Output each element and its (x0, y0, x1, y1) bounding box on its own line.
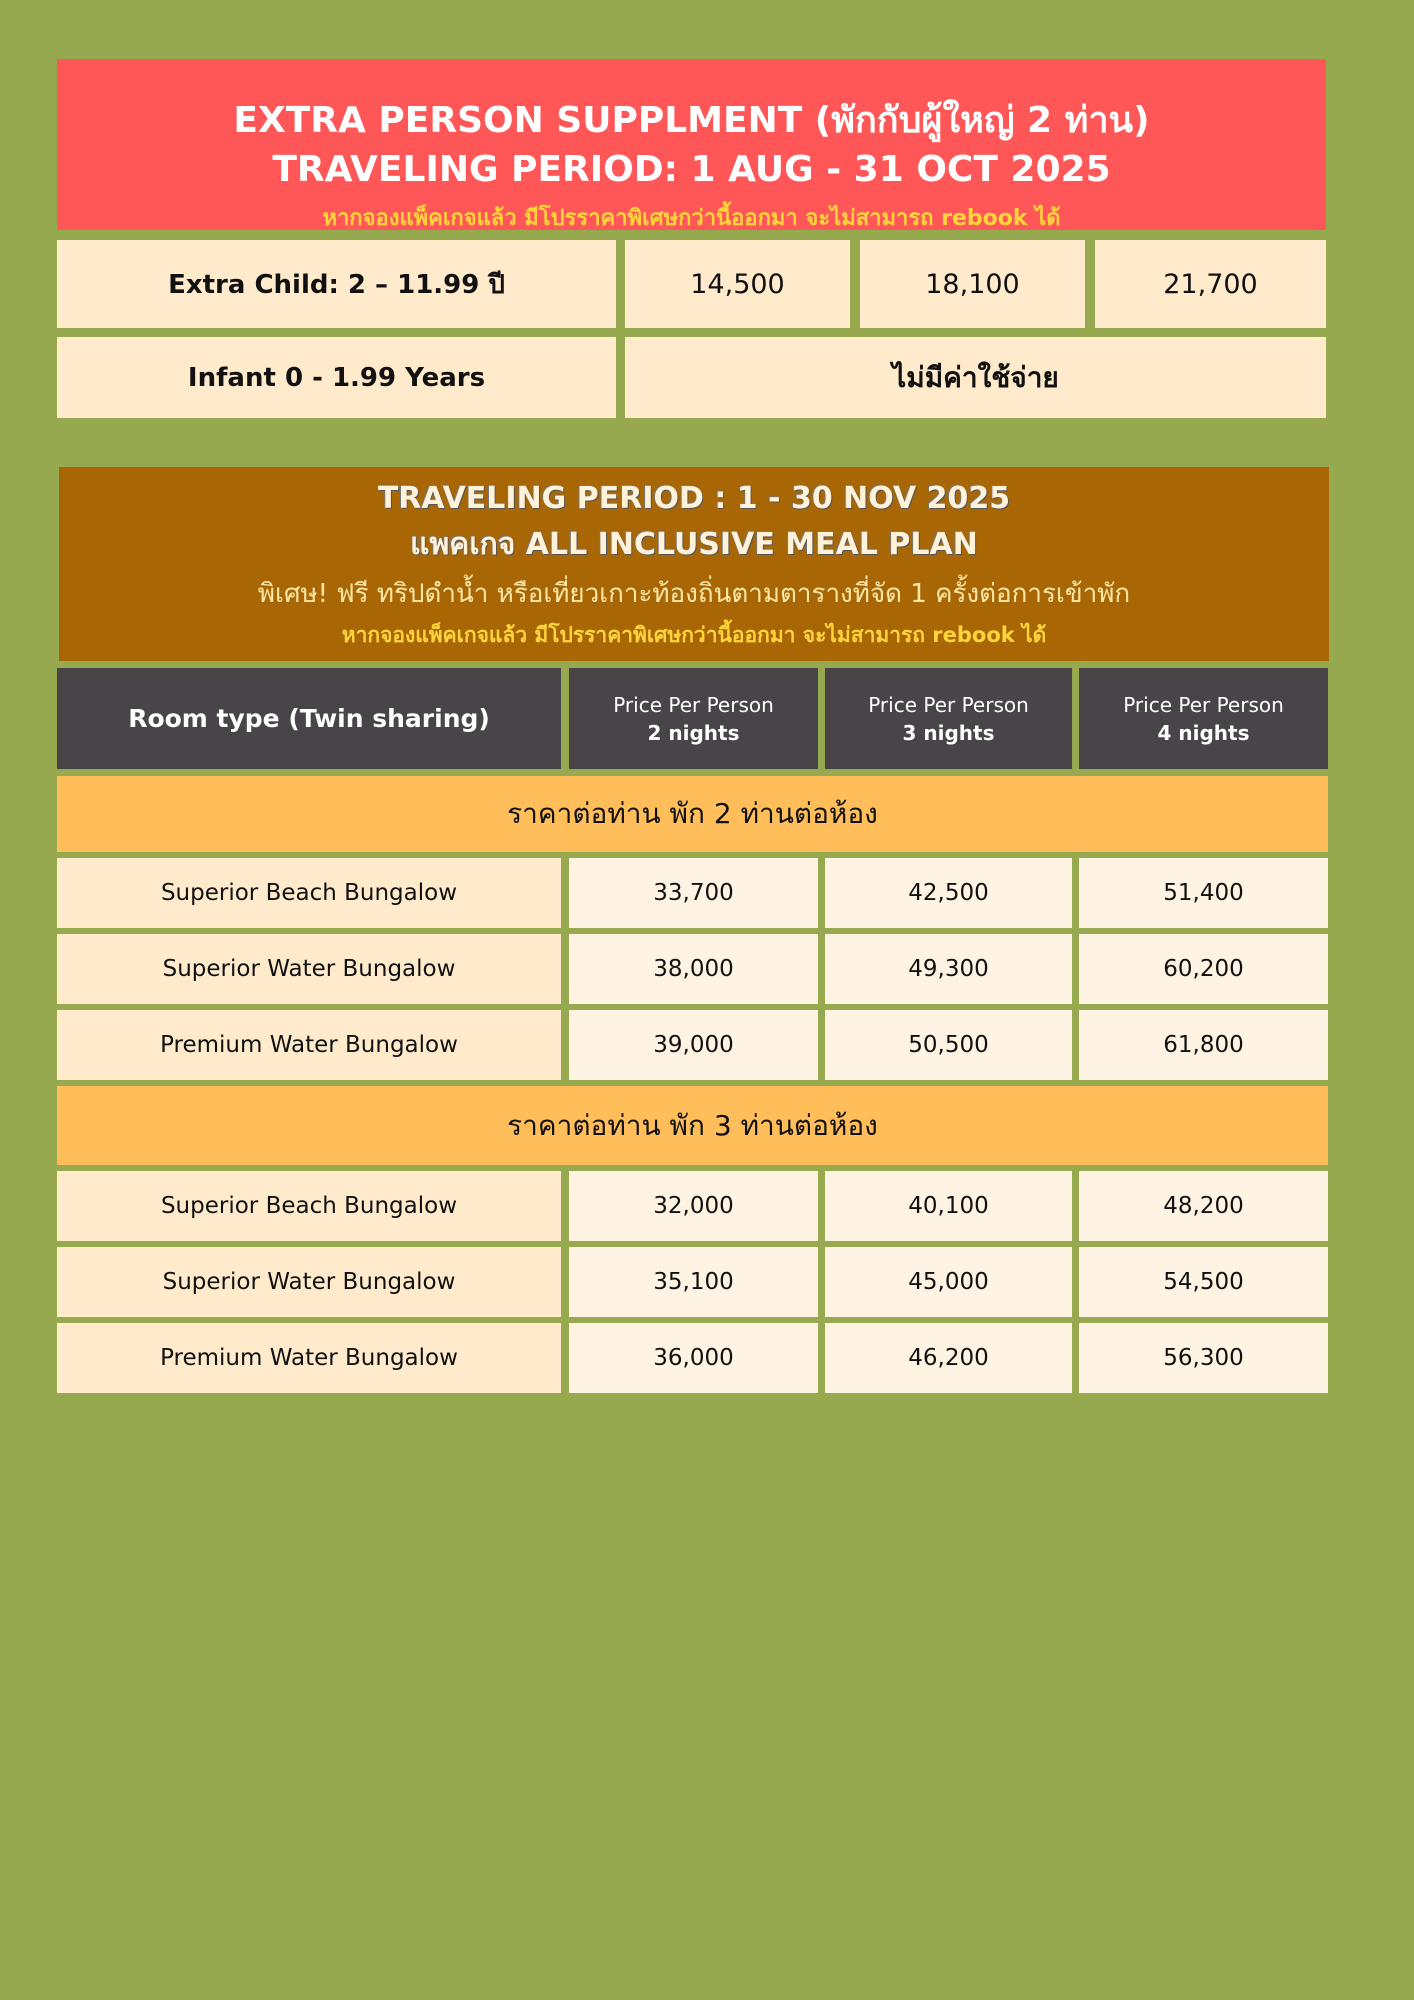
price-cell: 51,400 (1079, 858, 1328, 928)
group-label-2-persons: ราคาต่อท่าน พัก 2 ท่านต่อห้อง (57, 776, 1328, 852)
price-cell: 38,000 (569, 934, 818, 1004)
room-name: Superior Water Bungalow (57, 934, 561, 1004)
extra-child-price-3n: 18,100 (860, 240, 1085, 328)
package-header (59, 467, 1329, 661)
package-promo: พิเศษ! ฟรี ทริปดำน้ำ หรือเที่ยวเกาะท้องถิ่นตามตารางที่จัด 1 ครั้งต่อการเข้าพัก (257, 579, 1131, 609)
header-room-type: Room type (Twin sharing) (57, 668, 561, 769)
price-cell: 36,000 (569, 1323, 818, 1393)
price-cell: 45,000 (825, 1247, 1072, 1317)
header-price-2n (569, 668, 818, 769)
supplement-header (57, 59, 1326, 230)
price-cell: 49,300 (825, 934, 1072, 1004)
price-cell: 46,200 (825, 1323, 1072, 1393)
price-cell: 42,500 (825, 858, 1072, 928)
room-name: Premium Water Bungalow (57, 1010, 561, 1080)
price-cell: 48,200 (1079, 1171, 1328, 1241)
price-cell: 61,800 (1079, 1010, 1328, 1080)
header-price-label: Price Per Person (868, 692, 1029, 717)
price-cell: 50,500 (825, 1010, 1072, 1080)
price-cell: 32,000 (569, 1171, 818, 1241)
infant-label: Infant 0 - 1.99 Years (57, 337, 616, 418)
header-nights: 2 nights (647, 720, 740, 745)
header-price-4n (1079, 668, 1328, 769)
room-name: Superior Beach Bungalow (57, 858, 561, 928)
room-name: Superior Water Bungalow (57, 1247, 561, 1317)
header-price-label: Price Per Person (1123, 692, 1284, 717)
supplement-period: TRAVELING PERIOD: 1 AUG - 31 OCT 2025 (272, 149, 1111, 190)
room-name: Premium Water Bungalow (57, 1323, 561, 1393)
price-cell: 60,200 (1079, 934, 1328, 1004)
price-cell: 40,100 (825, 1171, 1072, 1241)
header-nights: 3 nights (902, 720, 995, 745)
price-cell: 39,000 (569, 1010, 818, 1080)
header-price-3n (825, 668, 1072, 769)
supplement-note: หากจองแพ็คเกจแล้ว มีโปรราคาพิเศษกว่านี้ออกมา จะไม่สามารถ rebook ได้ (322, 206, 1061, 231)
price-cell: 56,300 (1079, 1323, 1328, 1393)
header-price-label: Price Per Person (613, 692, 774, 717)
package-plan: แพคเกจ ALL INCLUSIVE MEAL PLAN (410, 527, 978, 562)
price-cell: 33,700 (569, 858, 818, 928)
extra-child-price-2n: 14,500 (625, 240, 850, 328)
header-nights: 4 nights (1157, 720, 1250, 745)
extra-child-label: Extra Child: 2 – 11.99 ปี (57, 240, 616, 328)
group-label-3-persons: ราคาต่อท่าน พัก 3 ท่านต่อห้อง (57, 1086, 1328, 1165)
package-note: หากจองแพ็คเกจแล้ว มีโปรราคาพิเศษกว่านี้ออกมา จะไม่สามารถ rebook ได้ (341, 623, 1047, 647)
supplement-title: EXTRA PERSON SUPPLMENT (พักกับผู้ใหญ่ 2 ท่าน) (233, 100, 1150, 141)
price-cell: 35,100 (569, 1247, 818, 1317)
extra-child-price-4n: 21,700 (1095, 240, 1326, 328)
infant-price: ไม่มีค่าใช้จ่าย (625, 337, 1326, 418)
room-name: Superior Beach Bungalow (57, 1171, 561, 1241)
price-cell: 54,500 (1079, 1247, 1328, 1317)
package-period: TRAVELING PERIOD : 1 - 30 NOV 2025 (377, 481, 1011, 516)
